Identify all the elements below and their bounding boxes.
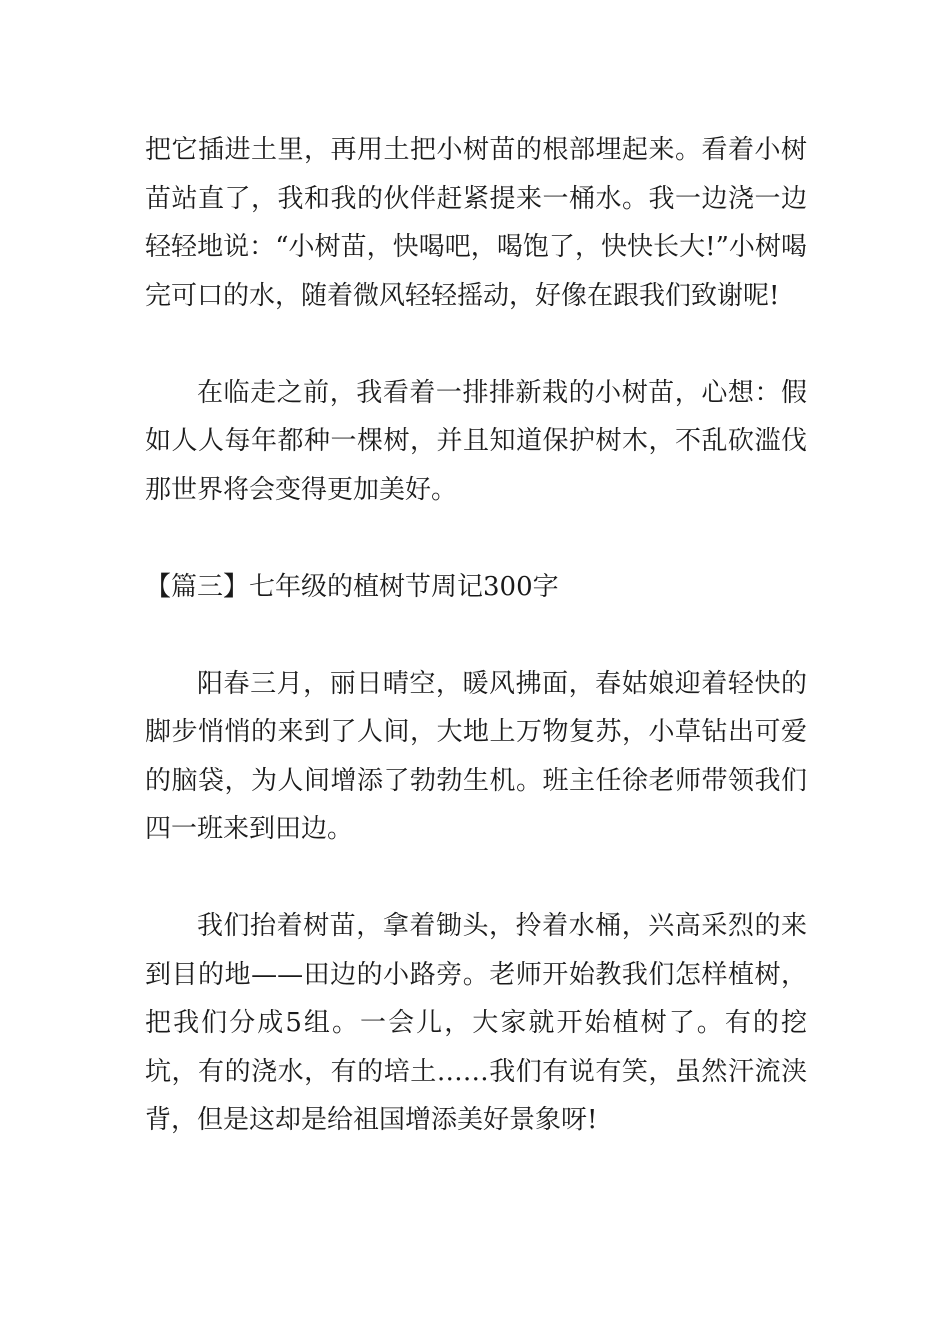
paragraph: 在临走之前，我看着一排排新栽的小树苗，心想：假如人人每年都种一棵树，并且知道保护树木，不乱砍滥伐那世界将会变得更加美好。 <box>145 377 807 505</box>
text-column <box>145 126 807 1193</box>
paragraph-continued: 把它插进土里，再用土把小树苗的根部埋起来。看着小树苗站直了，我和我的伙伴赶紧提来一桶水。我一边浇一边轻轻地说：“小树苗，快喝吧，喝饱了，快快长大!”小树喝完可口的水，随着微风轻轻摇动，好像在跟我们致谢呢! <box>145 135 807 311</box>
paragraph: 我们抬着树苗，拿着锄头，拎着水桶，兴高采烈的来到目的地——田边的小路旁。老师开始教我们怎样植树，把我们分成5组。一会儿，大家就开始植树了。有的挖坑，有的浇水，有的培土……我们有说有笑，虽然汗流浃背，但是这却是给祖国增添美好景象呀! <box>145 911 807 1135</box>
section-heading: 【篇三】七年级的植树节周记300字 <box>145 571 559 602</box>
paragraph: 阳春三月，丽日晴空，暖风拂面，春姑娘迎着轻快的脚步悄悄的来到了人间，大地上万物复苏，小草钻出可爱的脑袋，为人间增添了勃勃生机。班主任徐老师带领我们四一班来到田边。 <box>145 668 807 844</box>
